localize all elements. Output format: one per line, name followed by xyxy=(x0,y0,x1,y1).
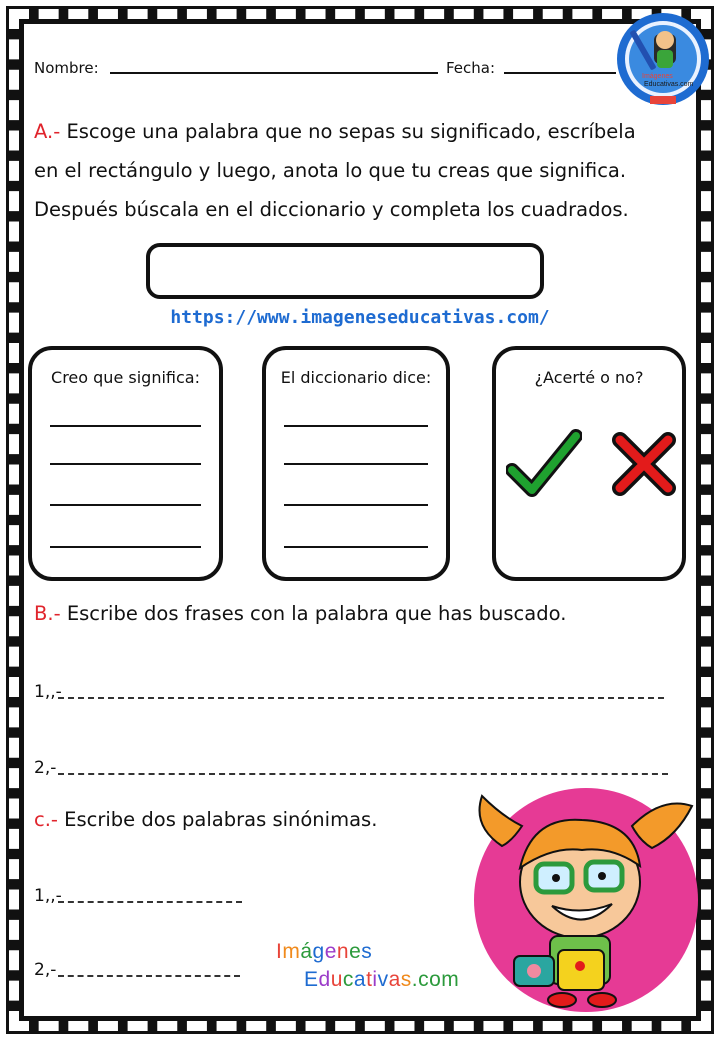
watermark-letter: e xyxy=(349,940,362,963)
word-rectangle[interactable] xyxy=(146,243,544,299)
watermark-letter: I xyxy=(276,940,283,963)
watermark-letter: á xyxy=(300,940,313,963)
date-label: Fecha: xyxy=(446,59,496,77)
watermark-letter: g xyxy=(312,940,325,963)
watermark-letter: a xyxy=(353,968,367,991)
website-url: https://www.imageneseducativas.com/ xyxy=(170,307,550,328)
watermark-letter: .com xyxy=(411,968,460,991)
watermark-imagenes xyxy=(276,940,372,964)
watermark-letter: a xyxy=(388,968,401,991)
section-b-letter: B.- xyxy=(34,602,61,625)
girl-illustration xyxy=(462,786,710,1016)
section-a-letter: A.- xyxy=(34,120,61,143)
watermark-letter: u xyxy=(330,968,343,991)
section-c-text: Escribe dos palabras sinónimas. xyxy=(64,808,378,831)
date-field-line[interactable] xyxy=(504,72,616,74)
svg-text:Educativas.com: Educativas.com xyxy=(644,81,694,88)
watermark-letter: n xyxy=(336,940,350,963)
writing-line[interactable] xyxy=(50,425,201,427)
svg-text:Imágenes: Imágenes xyxy=(642,73,673,80)
section-b-text: Escribe dos frases con la palabra que has buscado. xyxy=(66,602,567,625)
synonym-2-number: 2,- xyxy=(34,960,57,980)
watermark-letter: E xyxy=(304,968,319,991)
checkmark-icon[interactable] xyxy=(506,426,582,502)
section-a-line1: Escoge una palabra que no sepas su significado, escríbela xyxy=(66,120,636,143)
writing-line[interactable] xyxy=(50,463,201,465)
watermark-letter: i xyxy=(372,968,378,991)
section-a-instructions xyxy=(34,112,676,229)
watermark-educativas xyxy=(304,968,459,992)
synonym-1-line[interactable] xyxy=(58,901,242,903)
card-title: Creo que significa: xyxy=(51,368,200,387)
section-c-instructions xyxy=(34,808,377,831)
section-a-line3: Después búscala en el diccionario y completa los cuadrados. xyxy=(34,198,629,221)
watermark-letter: e xyxy=(324,940,337,963)
imagenes-educativas-logo xyxy=(614,10,712,108)
sentence-1-number: 1,,- xyxy=(34,682,62,702)
name-label: Nombre: xyxy=(34,59,99,77)
card-title: El diccionario dice: xyxy=(280,368,432,387)
cross-icon[interactable] xyxy=(610,430,678,498)
writing-line[interactable] xyxy=(50,546,201,548)
watermark-letter: c xyxy=(342,968,354,991)
sentence-2-line[interactable] xyxy=(58,773,668,775)
name-field-line[interactable] xyxy=(110,72,438,74)
watermark-letter: s xyxy=(361,940,373,963)
writing-line[interactable] xyxy=(284,546,428,548)
section-b-instructions xyxy=(34,602,566,625)
watermark-letter: s xyxy=(400,968,412,991)
synonym-1-number: 1,,- xyxy=(34,886,62,906)
writing-line[interactable] xyxy=(284,463,428,465)
watermark-letter: m xyxy=(282,940,301,963)
watermark-letter: t xyxy=(366,968,373,991)
writing-line[interactable] xyxy=(50,504,201,506)
sentence-1-line[interactable] xyxy=(58,697,664,699)
watermark-letter: v xyxy=(377,968,389,991)
card-el-diccionario-dice xyxy=(262,346,450,581)
sentence-2-number: 2,- xyxy=(34,758,57,778)
card-title: ¿Acerté o no? xyxy=(534,368,644,387)
watermark-letter: d xyxy=(318,968,331,991)
writing-line[interactable] xyxy=(284,425,428,427)
synonym-2-line[interactable] xyxy=(58,975,240,977)
card-acerte-o-no xyxy=(492,346,686,581)
section-a-line2: en el rectángulo y luego, anota lo que tu creas que significa. xyxy=(34,159,627,182)
card-creo-que-significa xyxy=(28,346,223,581)
section-c-letter: c.- xyxy=(34,808,58,831)
writing-line[interactable] xyxy=(284,504,428,506)
